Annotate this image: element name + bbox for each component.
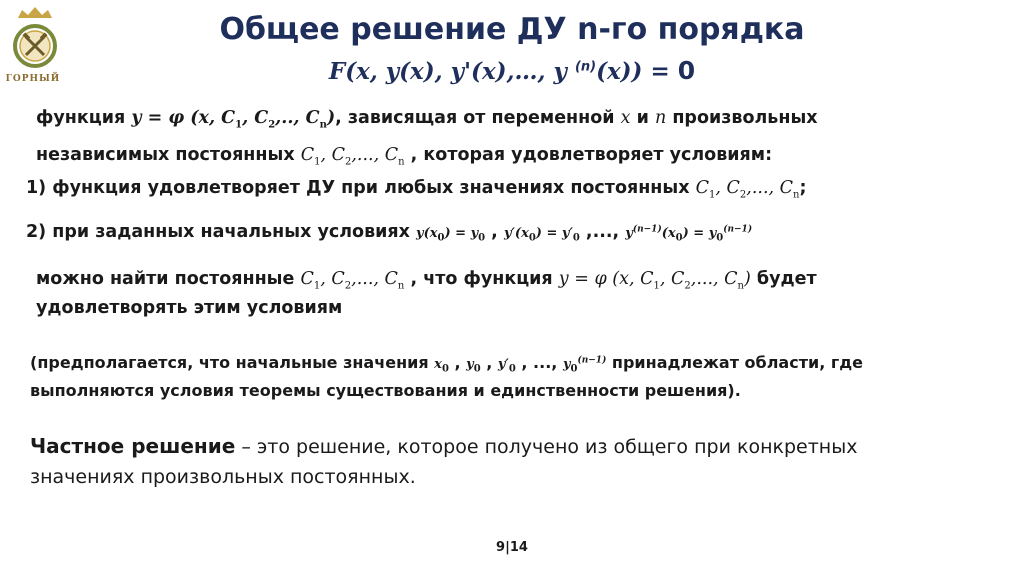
particular-solution-term: Частное решение [30, 434, 236, 458]
assumption-line-1: (предполагается, что начальные значения $x_0$ , $y_0$ , $y'_0$ , ..., $y_0^{(n-1)}$ принадлежат области, где [30, 353, 863, 375]
condition-2: 2) при заданных начальных условиях $y(x_0) = y_0$ , $y'(x_0) = y'_0$ ,..., $y^{(n-1)}(x_0) = y_0^{(n-1)}$ [26, 222, 753, 244]
page-number: 9|14 [496, 540, 528, 555]
constants-line-2: удовлетворять этим условиям [36, 298, 343, 318]
logo-caption: ГОРНЫЙ [5, 74, 61, 84]
constants-line: можно найти постоянные $C_1$, $C_2$,..., $C_n$ , что функция y = φ (x, $C_1$, $C_2$,..., $C_n$) будет [36, 269, 817, 292]
assumption-line-2: выполняются условия теоремы существования и единственности решения). [30, 381, 741, 400]
particular-solution-line-2: значениях произвольных постоянных. [30, 466, 416, 488]
slide-title: Общее решение ДУ n-го порядка [219, 12, 805, 47]
definition-line-1: функция y = φ (x, $C_1$, $C_2$,.., $C_n$), зависящая от переменной x и n произвольных [36, 108, 818, 131]
condition-1: 1) функция удовлетворяет ДУ при любых значениях постоянных $C_1$, $C_2$,..., $C_n$; [26, 178, 807, 201]
ode-general-equation: F(x, y(x), y'(x),…, y $^{(n)}$(x)) = 0 [328, 56, 696, 85]
definition-line-2: независимых постоянных $C_1$, $C_2$,..., $C_n$ , которая удовлетворяет условиям: [36, 145, 773, 168]
particular-solution-line-1: Частное решение – это решение, которое получено из общего при конкретных [30, 434, 858, 458]
